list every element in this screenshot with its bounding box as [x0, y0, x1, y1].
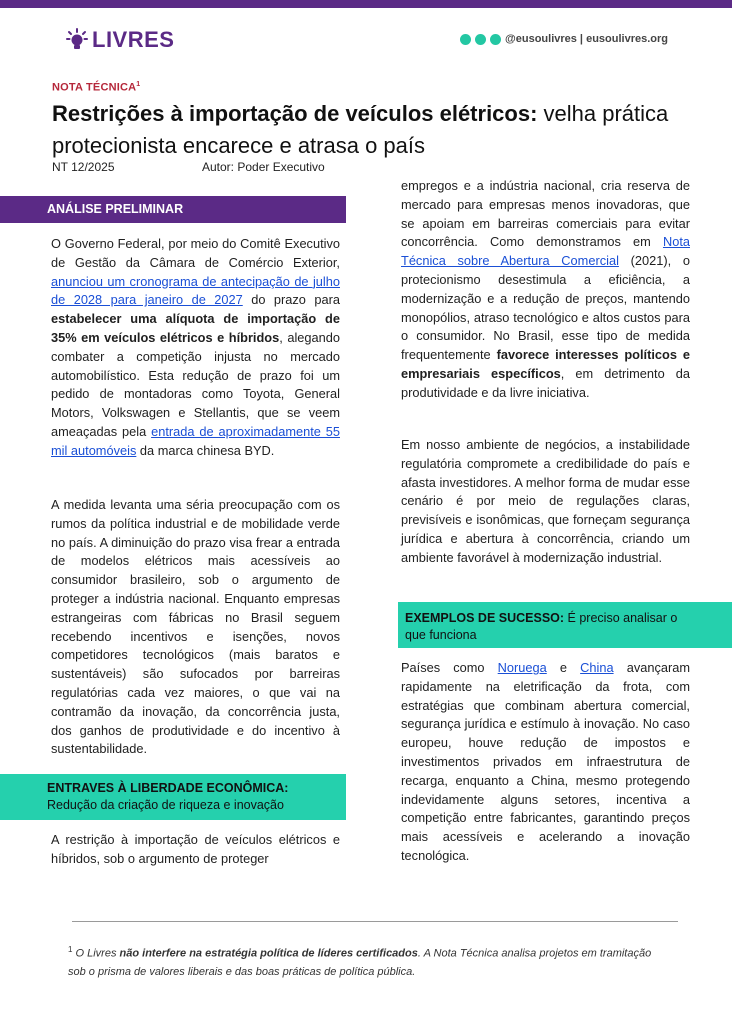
social-links[interactable]	[460, 33, 668, 45]
link-cronograma[interactable]: anunciou um cronograma de antecipação de julho de 2028 para janeiro de 2027	[51, 273, 340, 308]
social-handle[interactable]: @eusoulivres | eusoulivres.org	[505, 33, 668, 45]
left-paragraph-2: A medida levanta uma séria preocupação com os rumos da política industrial e de mobilidade verde no país. A diminuição do prazo visa frear a entrada de modelos elétricos mais acessíveis ao consumidor brasileiro, sob o argumento de proteger a indústria nacional. Enquanto empresas estrangeiras com fábricas no Brasil seguem recebendo incentivos e isenções, novos competidores tecnológicos (mais baratos e sustentáveis) são sufocados por barreiras regulatórias cada vez maiores, o que vai na contramão da inovação, da concorrência justa, dos ganhos de produtividade e do incentivo à sustentabilidade.	[51, 497, 340, 757]
page-title	[52, 98, 692, 162]
link-55-mil-automoveis[interactable]: entrada de aproximadamente 55 mil automóveis	[51, 423, 340, 458]
lightbulb-icon	[66, 28, 88, 52]
link-china[interactable]: China	[580, 660, 614, 675]
right-paragraph-1: empregos e a indústria nacional, cria reserva de mercado para empresas menos inovadoras, que se apoiam em barreiras comerciais para evitar concorrência. Como demonstramos em Nota Técnica sobre Abertura Comercial (2021), o protecionismo desestimula a eficiência, a modernização e a redução de preços, mantendo monopólios, atraso tecnológico e altos custos para o consumidor. No Brasil, esse tipo de medida frequentemente favorece interesses políticos e empresariais específicos, em detrimento da produtividade e da livre iniciativa.	[401, 178, 690, 400]
right-paragraph-3: Países como Noruega e China avançaram rapidamente na eletrificação da frota, com estratégias que combinam abertura comercial, segurança jurídica e estímulo à inovação. No caso europeu, houve redução de impostos e investimentos privados em infraestrutura de recarga, enquanto a China, mesmo protegendo indevidamente alguns setores, incentiva a competição entre fabricantes, garantindo preços mais acessíveis e acelerando a inovação tecnológica.	[401, 660, 691, 863]
logo-text: LIVRES	[92, 27, 175, 52]
left-paragraph-1: O Governo Federal, por meio do Comitê Executivo de Gestão da Câmara de Comércio Exterior, anunciou um cronograma de antecipação de julho de 2028 para janeiro de 2027 do prazo para estabelecer uma alíquota de importação de 35% em veículos elétricos e híbridos, alegando combater a competição injusta no mercado automobilístico. Esta redução de prazo foi um pedido de montadoras como Toyota, General Motors, Volkswagen e Stellantis, que se veem ameaçadas pela entrada de aproximadamente 55 mil automóveis da marca chinesa BYD.	[51, 236, 341, 458]
label-footnote-ref: 1	[136, 81, 141, 88]
section-header-analise: ANÁLISE PRELIMINAR	[0, 196, 346, 223]
link-noruega[interactable]: Noruega	[497, 660, 547, 675]
footnote: $^1$ O Livres não interfere na estratégia política de líderes certificados. A Nota Técnica analisa projetos em tramitação sob o prisma de valores liberais e das boas práticas de política pública.	[68, 945, 652, 978]
section-header-entraves: ENTRAVES À LIBERDADE ECONÔMICA: Redução da criação de riqueza e inovação	[0, 774, 346, 820]
left-paragraph-3: A restrição à importação de veículos elétricos e híbridos, sob o argumento de proteger	[51, 832, 340, 866]
top-accent-bar	[0, 0, 732, 8]
facebook-icon[interactable]	[490, 34, 501, 45]
link-nota-tecnica[interactable]: Nota Técnica sobre Abertura Comercial	[401, 234, 690, 269]
right-paragraph-2: Em nosso ambiente de negócios, a instabilidade regulatória compromete a credibilidade do país e afasta investidores. A melhor forma de mudar esse cenário é por meio de regulações claras, previsíveis e isonômicas, que forneçam segurança jurídica e abertura à concorrência, criando um ambiente favorável à modernização industrial.	[401, 437, 690, 565]
instagram-icon[interactable]	[460, 34, 471, 45]
twitter-icon[interactable]	[475, 34, 486, 45]
footnote-divider	[72, 921, 678, 922]
section-header-exemplos: EXEMPLOS DE SUCESSO: É preciso analisar o que funciona	[398, 602, 732, 648]
title-bold: Restrições à importação de veículos elétricos:	[52, 101, 538, 126]
doc-type-label: NOTA TÉCNICA$^1$	[52, 81, 141, 94]
doc-number: NT 12/2025	[52, 160, 115, 174]
title-rest: velha prática protecionista encarece e atrasa o país	[52, 101, 669, 158]
livres-logo[interactable]	[66, 26, 174, 54]
doc-author: Autor: Poder Executivo	[202, 160, 325, 174]
